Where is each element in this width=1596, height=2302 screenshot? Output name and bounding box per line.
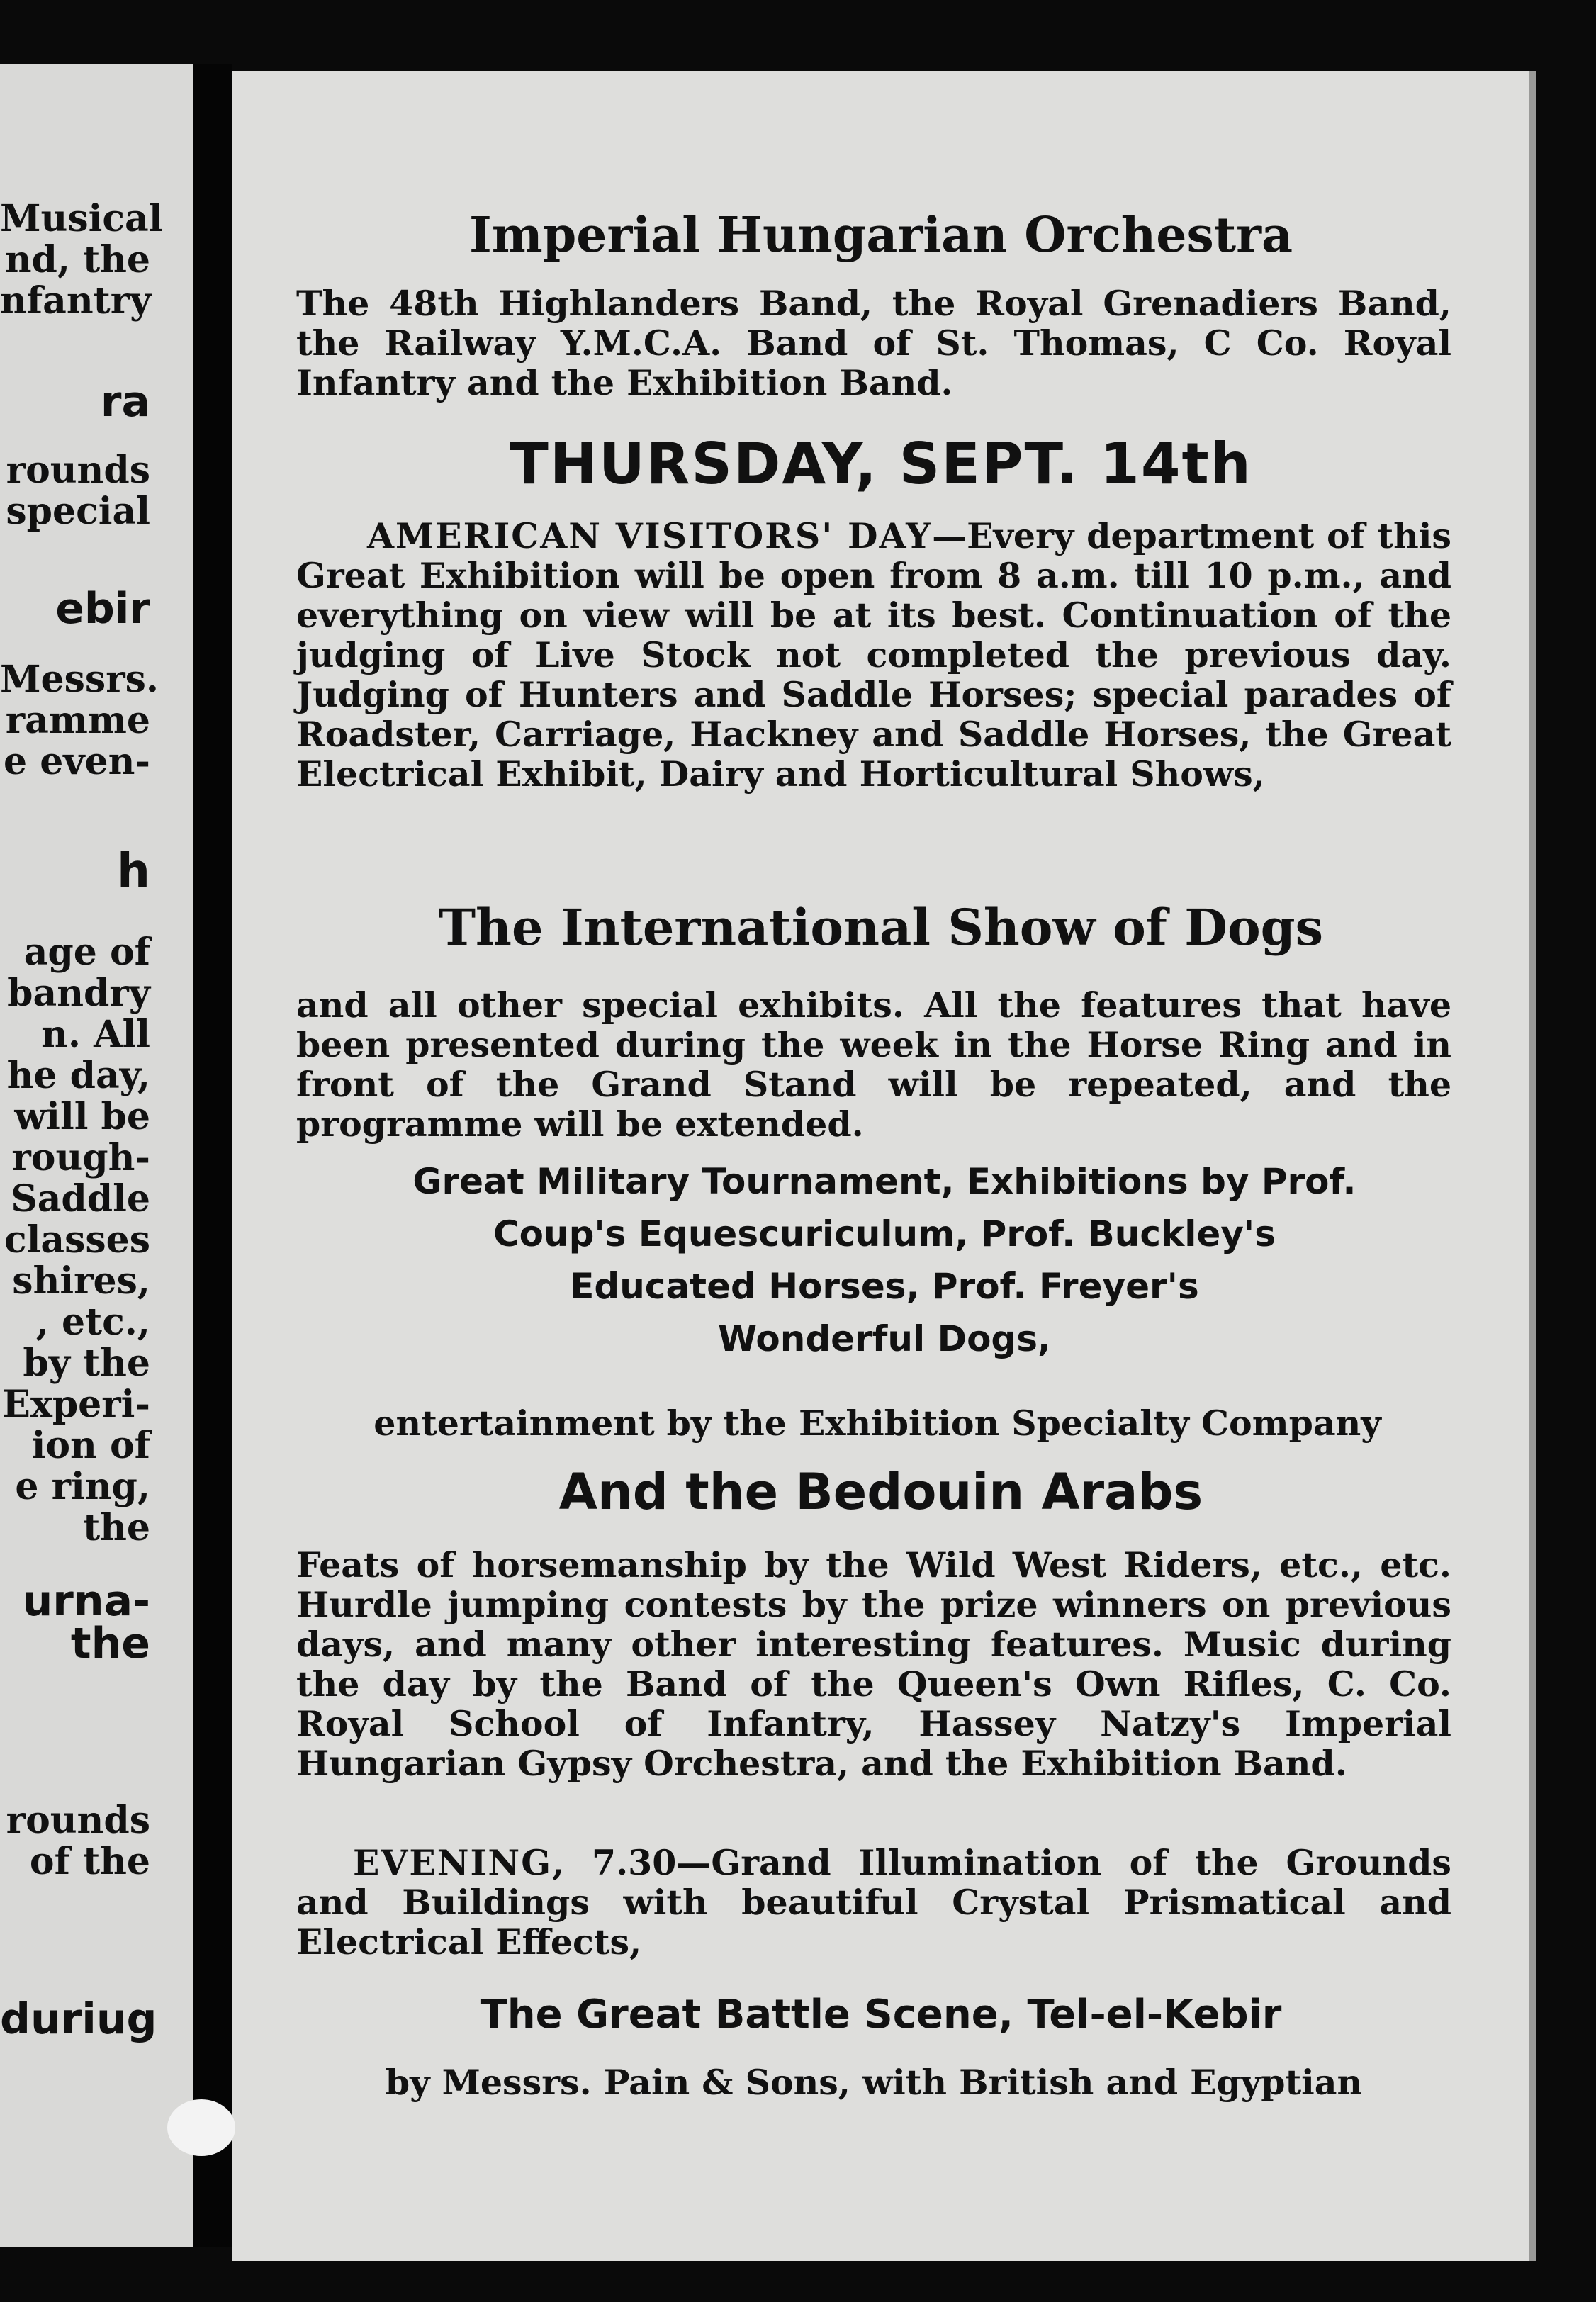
military-line: Educated Horses, Prof. Freyer's: [570, 1266, 1199, 1307]
visitors-text: —Every department of this Great Exhibition will be open from 8 a.m. till 10 p.m., and everything on view will be at its best. Continuation of the judging of Live Stock not completed the previous day. Judging of Hunters and Saddle Horses; special parades of Roadster, Carriage, Hackney and Saddle Horses, the Great Electrical Exhibit, Dairy and Horticultural Shows,: [296, 515, 1451, 795]
left-fragment-text: duriug: [0, 1994, 157, 2044]
dogs-heading: The International Show of Dogs: [438, 898, 1324, 957]
left-fragment-text: age of: [23, 931, 150, 974]
left-fragment-text: rough-: [11, 1136, 150, 1179]
visitors-paragraph: [296, 516, 1451, 794]
left-fragment-text: urna-: [22, 1576, 150, 1626]
messrs-line: by Messrs. Pain & Sons, with British and Egyptian: [385, 2062, 1363, 2103]
evening-lead: EVENING: [353, 1842, 553, 1883]
program-page: [232, 71, 1536, 2261]
orchestra-heading: Imperial Hungarian Orchestra: [468, 207, 1293, 264]
left-fragment-text: by the: [23, 1342, 150, 1385]
battle-heading: The Great Battle Scene, Tel-el-Kebir: [480, 1992, 1282, 2038]
visitors-lead: AMERICAN VISITORS' DAY: [367, 515, 933, 556]
day-heading: THURSDAY, SEPT. 14th: [510, 431, 1252, 497]
bands-paragraph: The 48th Highlanders Band, the Royal Grenadiers Band, the Railway Y.M.C.A. Band of St. Thomas, C Co. Royal Infantry and the Exhibition Band.: [296, 283, 1451, 403]
left-page-fragment: [0, 64, 193, 2247]
left-fragment-text: special: [6, 490, 150, 533]
military-line: Coup's Equescuriculum, Prof. Buckley's: [493, 1213, 1276, 1254]
left-fragment-text: rounds: [6, 1799, 150, 1842]
left-fragment-text: ramme: [5, 699, 150, 742]
left-fragment-text: Musical: [0, 197, 163, 240]
left-fragment-text: the: [83, 1506, 150, 1549]
left-fragment-text: rounds: [6, 449, 150, 492]
left-fragment-text: Messrs.: [0, 658, 159, 701]
left-fragment-text: n. All: [41, 1013, 150, 1056]
page-gutter: [193, 64, 232, 2247]
left-fragment-text: the: [70, 1619, 150, 1668]
evening-text: , 7.30—Grand Illumination of the Grounds and Buildings with beautiful Crystal Prismatical and Electrical Effects,: [296, 1842, 1451, 1963]
left-fragment-text: ebir: [55, 584, 150, 634]
left-fragment-text: Experi-: [2, 1383, 150, 1426]
left-fragment-text: ion of: [31, 1424, 150, 1467]
left-fragment-text: h: [117, 843, 150, 898]
left-fragment-text: will be: [14, 1095, 150, 1138]
arabs-heading: And the Bedouin Arabs: [558, 1463, 1203, 1521]
left-fragment-text: e ring,: [15, 1465, 150, 1508]
exhibits-paragraph: and all other special exhibits. All the features that have been presented during the week in the Horse Ring and in front of the Grand Stand will be repeated, and the programme will be extended.: [296, 984, 1451, 1145]
left-fragment-text: shires,: [12, 1259, 150, 1303]
feats-paragraph: Feats of horsemanship by the Wild West Riders, etc., etc. Hurdle jumping contests by the prize winners on previous days, and many other interesting features. Music during the day by the Band of the Queen's Own Rifles, C. Co. Royal School of Infantry, Hassey Natzy's Imperial Hungarian Gypsy Orchestra, and the Exhibition Band.: [296, 1544, 1451, 1784]
left-fragment-text: of the: [29, 1840, 150, 1883]
left-fragment-text: ra: [100, 377, 150, 427]
left-fragment-text: classes: [4, 1218, 150, 1262]
left-fragment-text: Saddle: [11, 1177, 150, 1220]
military-line: Wonderful Dogs,: [718, 1318, 1051, 1359]
paper-blemish: [167, 2099, 235, 2156]
left-fragment-text: bandry: [7, 972, 150, 1015]
left-fragment-text: , etc.,: [35, 1301, 150, 1344]
entertainment-line: entertainment by the Exhibition Specialty Company: [373, 1403, 1381, 1444]
military-block: [282, 1155, 1487, 1365]
left-fragment-text: nfantry: [0, 279, 152, 322]
military-line: Great Military Tournament, Exhibitions by Prof.: [412, 1161, 1356, 1202]
left-fragment-text: he day,: [6, 1054, 150, 1097]
evening-paragraph: [296, 1843, 1451, 1962]
left-fragment-text: nd, the: [4, 238, 150, 281]
left-fragment-text: e even-: [4, 740, 150, 783]
